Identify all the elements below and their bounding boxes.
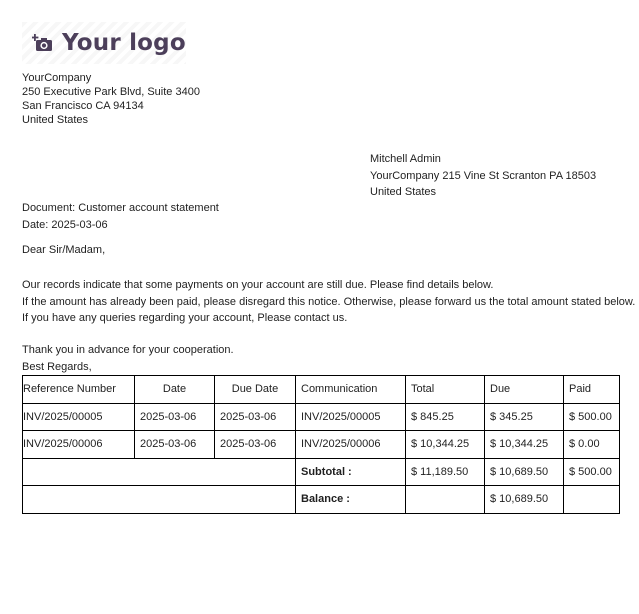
cell-paid: $ 0.00: [564, 431, 620, 459]
cell-total: $ 10,344.25: [406, 431, 485, 459]
cell-communication: INV/2025/00006: [296, 431, 406, 459]
cell-total: $ 845.25: [406, 403, 485, 431]
document-date: Date: 2025-03-06: [22, 218, 108, 231]
statement-table: [22, 375, 620, 514]
header-due: Due: [485, 376, 564, 404]
company-name: YourCompany: [22, 72, 92, 84]
balance-row: [23, 486, 620, 514]
balance-due: $ 10,689.50: [485, 486, 564, 514]
subtotal-label: Subtotal :: [296, 458, 406, 486]
balance-total-empty: [406, 486, 485, 514]
company-logo: [22, 22, 186, 64]
subtotal-total: $ 11,189.50: [406, 458, 485, 486]
letter-closing: [22, 342, 234, 375]
header-communication: Communication: [296, 376, 406, 404]
document-title: Document: Customer account statement: [22, 202, 219, 214]
header-paid: Paid: [564, 376, 620, 404]
cell-reference: INV/2025/00005: [23, 403, 135, 431]
recipient-name: Mitchell Admin: [370, 153, 441, 165]
subtotal-spacer: [23, 458, 296, 486]
recipient-address: [370, 151, 596, 201]
cell-reference: INV/2025/00006: [23, 431, 135, 459]
cell-due-date: 2025-03-06: [215, 431, 296, 459]
header-due-date: Due Date: [215, 376, 296, 404]
regards-line: Best Regards,: [22, 360, 92, 373]
header-total: Total: [406, 376, 485, 404]
cell-due: $ 10,344.25: [485, 431, 564, 459]
cell-due-date: 2025-03-06: [215, 403, 296, 431]
letter-line-2: If the amount has already been paid, please disregard this notice. Otherwise, please forward us the total amount stated below.: [22, 295, 636, 308]
header-reference-number: Reference Number: [23, 376, 135, 404]
cell-date: 2025-03-06: [135, 403, 215, 431]
header-date: Date: [135, 376, 215, 404]
cell-communication: INV/2025/00005: [296, 403, 406, 431]
document-meta: [22, 200, 219, 233]
table-row: [23, 431, 620, 459]
cell-due: $ 345.25: [485, 403, 564, 431]
balance-paid-empty: [564, 486, 620, 514]
balance-label: Balance :: [296, 486, 406, 514]
recipient-street: YourCompany 215 Vine St Scranton PA 18503: [370, 169, 597, 182]
logo-text: Your logo: [62, 30, 186, 56]
cell-date: 2025-03-06: [135, 431, 215, 459]
thanks-line: Thank you in advance for your cooperation.: [22, 344, 234, 356]
company-address-line2: San Francisco CA 94134: [22, 100, 144, 112]
company-country: United States: [22, 114, 89, 126]
subtotal-due: $ 10,689.50: [485, 458, 564, 486]
table-header-row: [23, 376, 620, 404]
subtotal-paid: $ 500.00: [564, 458, 620, 486]
letter-body: [22, 277, 635, 327]
recipient-country: United States: [370, 186, 437, 198]
letter-line-1: Our records indicate that some payments on your account are still due. Please find details below.: [22, 279, 494, 291]
company-address-line1: 250 Executive Park Blvd, Suite 3400: [22, 86, 200, 98]
table-row: [23, 403, 620, 431]
cell-paid: $ 500.00: [564, 403, 620, 431]
letter-line-3: If you have any queries regarding your account, Please contact us.: [22, 312, 348, 324]
balance-spacer: [23, 486, 296, 514]
company-address: [22, 71, 200, 127]
camera-plus-icon: [32, 32, 54, 54]
subtotal-row: [23, 458, 620, 486]
greeting: Dear Sir/Madam,: [22, 244, 106, 256]
